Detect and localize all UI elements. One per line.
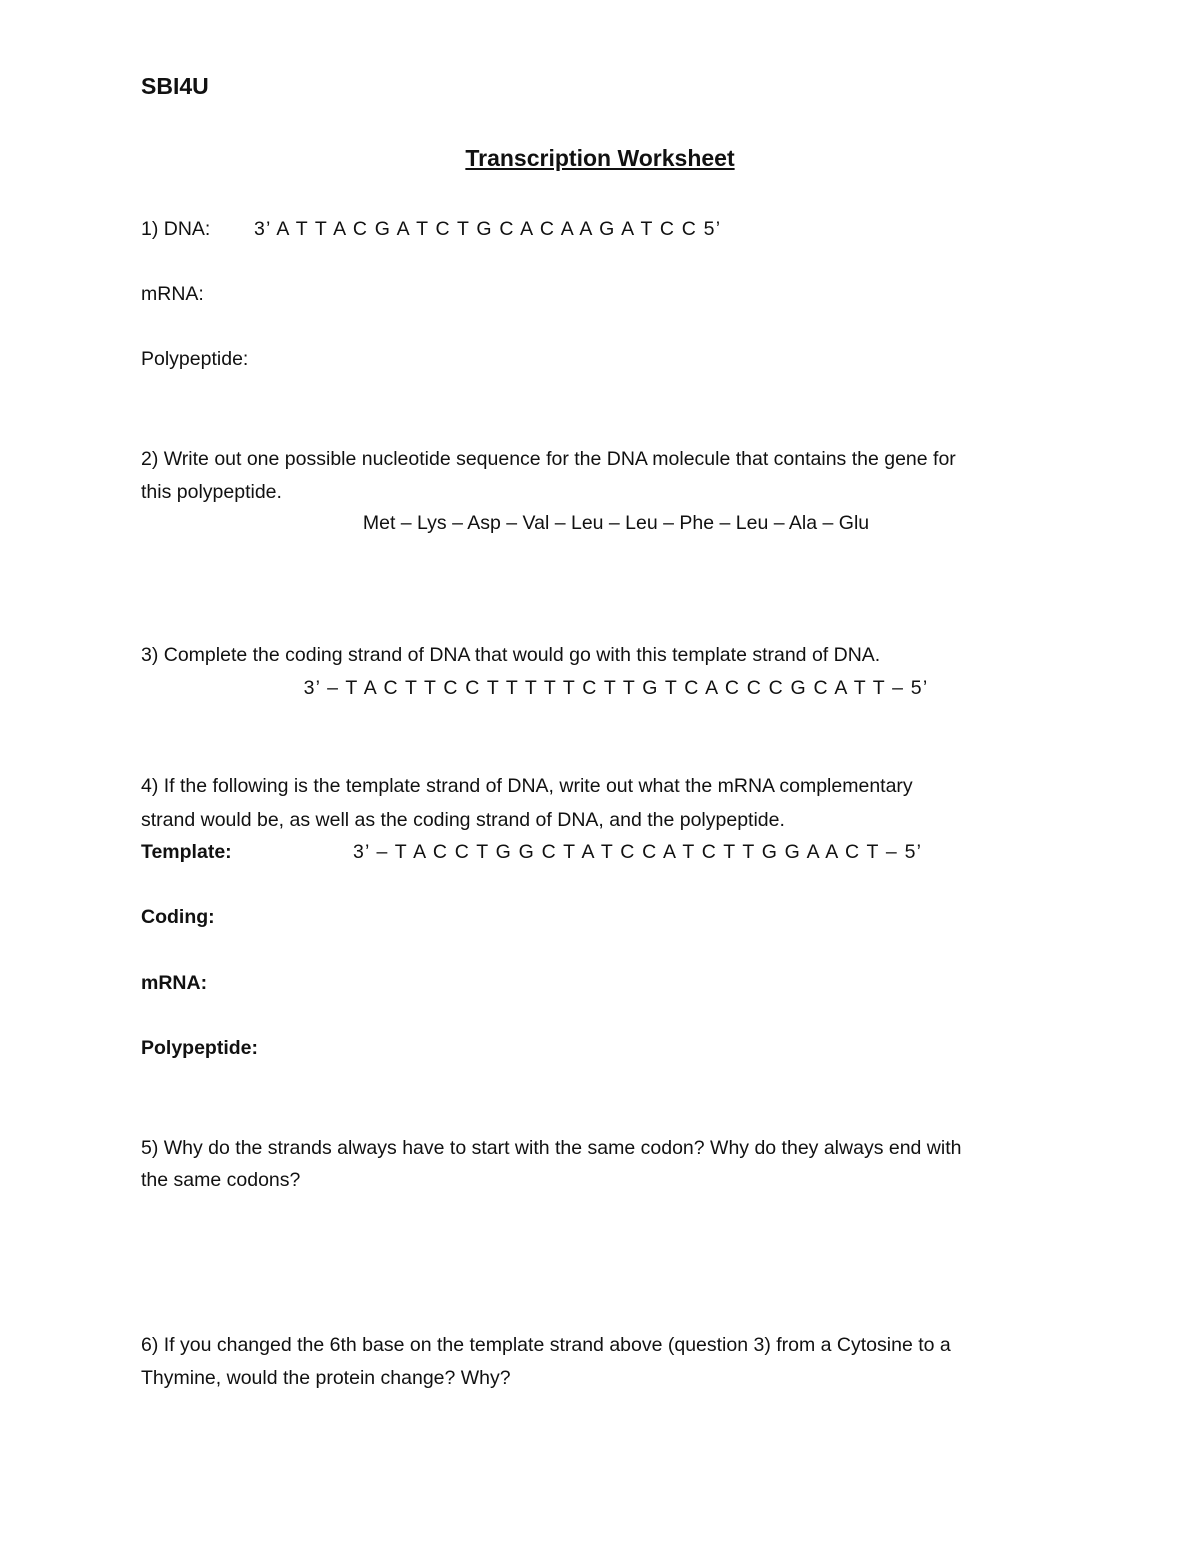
q2-polypeptide: Met – Lys – Asp – Val – Leu – Leu – Phe – Leu – Ala – Glu (362, 512, 870, 534)
q6-prompt-line-1: 6) If you changed the 6th base on the template strand above (question 3) from a Cytosine to a (141, 1334, 951, 1356)
q4-template-label: Template: (141, 841, 232, 863)
q2-prompt-line-1: 2) Write out one possible nucleotide sequence for the DNA molecule that contains the gene for (141, 448, 956, 470)
q1-polypeptide-label: Polypeptide: (141, 348, 249, 370)
q1-dna-sequence: 3’ A T T A C G A T C T G C A C A A G A T C C 5’ (254, 218, 722, 240)
q4-prompt-line-2: strand would be, as well as the coding strand of DNA, and the polypeptide. (141, 809, 785, 831)
q5-prompt-line-2: the same codons? (141, 1169, 301, 1191)
q1-dna-label: 1) DNA: (141, 218, 211, 240)
q2-prompt-line-2: this polypeptide. (141, 481, 282, 503)
course-code: SBI4U (141, 73, 209, 99)
q4-mrna-label: mRNA: (141, 972, 208, 994)
q4-polypeptide-label: Polypeptide: (141, 1037, 259, 1059)
q3-prompt: 3) Complete the coding strand of DNA that would go with this template strand of DNA. (141, 644, 881, 666)
q4-coding-label: Coding: (141, 906, 215, 928)
q1-mrna-label: mRNA: (141, 283, 204, 305)
q4-prompt-line-1: 4) If the following is the template strand of DNA, write out what the mRNA complementary (141, 775, 913, 797)
q6-prompt-line-2: Thymine, would the protein change? Why? (141, 1367, 511, 1389)
q4-template-sequence: 3’ – T A C C T G G C T A T C C A T C T T G G A A C T – 5’ (353, 841, 923, 863)
q3-template-sequence: 3’ – T A C T T C C T T T T T C T T G T C A C C C G C A T T – 5’ (303, 677, 929, 699)
q5-prompt-line-1: 5) Why do the strands always have to start with the same codon? Why do they always end with (141, 1137, 962, 1159)
page-title: Transcription Worksheet (465, 145, 735, 171)
